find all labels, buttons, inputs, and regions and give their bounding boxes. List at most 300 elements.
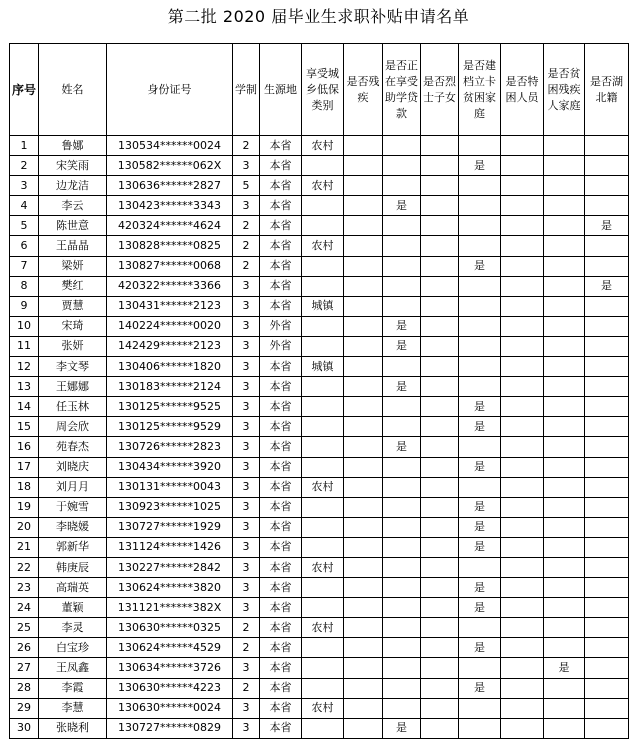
cell-disabledfamily (544, 598, 585, 618)
cell-lowincome (302, 216, 344, 236)
cell-years: 3 (233, 156, 260, 176)
cell-years: 3 (233, 296, 260, 316)
cell-disabledfamily (544, 517, 585, 537)
cell-seq: 21 (10, 537, 39, 557)
cell-martyr (421, 176, 459, 196)
cell-poor (459, 216, 501, 236)
cell-loan (383, 477, 421, 497)
cell-id: 130923******1025 (107, 497, 233, 517)
cell-disabled (344, 196, 383, 216)
cell-origin: 外省 (260, 336, 302, 356)
cell-martyr (421, 557, 459, 577)
cell-years: 3 (233, 718, 260, 738)
cell-disabledfamily (544, 638, 585, 658)
cell-martyr (421, 437, 459, 457)
cell-disabledfamily (544, 718, 585, 738)
document-title: 第二批 2020 届毕业生求职补贴申请名单 (167, 7, 470, 26)
cell-lowincome (302, 156, 344, 176)
table-row (10, 357, 629, 377)
cell-hubei (585, 638, 629, 658)
cell-martyr (421, 196, 459, 216)
cell-hubei (585, 417, 629, 437)
cell-origin: 本省 (260, 216, 302, 236)
cell-hubei (585, 598, 629, 618)
cell-disabledfamily (544, 377, 585, 397)
cell-special (501, 276, 544, 296)
cell-id: 130630******0325 (107, 618, 233, 638)
table-row (10, 698, 629, 718)
header-origin: 生源地 (260, 44, 302, 136)
cell-disabled (344, 276, 383, 296)
table-row (10, 336, 629, 356)
cell-name: 李晓媛 (39, 517, 107, 537)
cell-martyr (421, 477, 459, 497)
cell-special (501, 316, 544, 336)
cell-disabledfamily: 是 (544, 658, 585, 678)
cell-special (501, 618, 544, 638)
cell-origin: 本省 (260, 537, 302, 557)
cell-name: 贾慧 (39, 296, 107, 316)
table-row (10, 216, 629, 236)
cell-origin: 本省 (260, 276, 302, 296)
cell-disabledfamily (544, 477, 585, 497)
cell-hubei (585, 136, 629, 156)
cell-special (501, 196, 544, 216)
cell-origin: 本省 (260, 417, 302, 437)
cell-poor: 是 (459, 517, 501, 537)
cell-loan (383, 357, 421, 377)
cell-name: 董颖 (39, 598, 107, 618)
cell-id: 130423******3343 (107, 196, 233, 216)
cell-poor (459, 718, 501, 738)
cell-hubei (585, 578, 629, 598)
cell-years: 3 (233, 517, 260, 537)
cell-origin: 本省 (260, 377, 302, 397)
cell-hubei (585, 658, 629, 678)
cell-lowincome: 农村 (302, 477, 344, 497)
cell-poor: 是 (459, 156, 501, 176)
cell-seq: 7 (10, 256, 39, 276)
cell-disabled (344, 517, 383, 537)
cell-poor (459, 698, 501, 718)
cell-years: 2 (233, 236, 260, 256)
cell-hubei (585, 618, 629, 638)
cell-poor: 是 (459, 256, 501, 276)
cell-disabled (344, 176, 383, 196)
cell-martyr (421, 698, 459, 718)
cell-hubei (585, 176, 629, 196)
cell-lowincome (302, 718, 344, 738)
cell-poor: 是 (459, 578, 501, 598)
cell-special (501, 578, 544, 598)
cell-lowincome (302, 256, 344, 276)
cell-years: 3 (233, 658, 260, 678)
cell-hubei (585, 357, 629, 377)
cell-poor (459, 557, 501, 577)
cell-disabledfamily (544, 276, 585, 296)
cell-years: 2 (233, 256, 260, 276)
cell-name: 郭新华 (39, 537, 107, 557)
cell-disabled (344, 397, 383, 417)
cell-seq: 16 (10, 437, 39, 457)
cell-martyr (421, 578, 459, 598)
cell-martyr (421, 638, 459, 658)
cell-name: 陈世意 (39, 216, 107, 236)
cell-hubei (585, 256, 629, 276)
cell-loan (383, 136, 421, 156)
cell-martyr (421, 377, 459, 397)
cell-seq: 9 (10, 296, 39, 316)
cell-lowincome: 农村 (302, 698, 344, 718)
cell-id: 142429******2123 (107, 336, 233, 356)
cell-id: 130125******9525 (107, 397, 233, 417)
cell-years: 3 (233, 537, 260, 557)
cell-origin: 本省 (260, 517, 302, 537)
cell-seq: 12 (10, 357, 39, 377)
table-row (10, 236, 629, 256)
cell-poor (459, 336, 501, 356)
cell-poor (459, 196, 501, 216)
cell-hubei (585, 557, 629, 577)
cell-seq: 27 (10, 658, 39, 678)
cell-loan (383, 517, 421, 537)
cell-origin: 本省 (260, 497, 302, 517)
cell-seq: 1 (10, 136, 39, 156)
cell-lowincome (302, 517, 344, 537)
cell-hubei (585, 437, 629, 457)
table-row (10, 397, 629, 417)
cell-seq: 19 (10, 497, 39, 517)
cell-loan (383, 156, 421, 176)
cell-disabledfamily (544, 216, 585, 236)
cell-id: 131121******382X (107, 598, 233, 618)
table-row (10, 638, 629, 658)
cell-seq: 29 (10, 698, 39, 718)
cell-poor (459, 658, 501, 678)
cell-special (501, 457, 544, 477)
cell-years: 3 (233, 598, 260, 618)
cell-loan (383, 497, 421, 517)
table-row (10, 176, 629, 196)
cell-id: 130636******2827 (107, 176, 233, 196)
cell-martyr (421, 236, 459, 256)
cell-id: 130634******3726 (107, 658, 233, 678)
cell-poor: 是 (459, 598, 501, 618)
cell-disabledfamily (544, 578, 585, 598)
cell-hubei (585, 196, 629, 216)
cell-origin: 外省 (260, 316, 302, 336)
cell-loan (383, 698, 421, 718)
cell-poor (459, 377, 501, 397)
cell-name: 高瑞英 (39, 578, 107, 598)
cell-disabledfamily (544, 296, 585, 316)
cell-disabled (344, 377, 383, 397)
cell-poor: 是 (459, 678, 501, 698)
cell-name: 边龙洁 (39, 176, 107, 196)
header-special: 是否特困人员 (501, 44, 544, 136)
cell-poor (459, 276, 501, 296)
table-row (10, 557, 629, 577)
cell-special (501, 357, 544, 377)
cell-years: 3 (233, 357, 260, 377)
cell-lowincome (302, 497, 344, 517)
cell-special (501, 537, 544, 557)
cell-years: 3 (233, 316, 260, 336)
cell-loan: 是 (383, 437, 421, 457)
table-row (10, 578, 629, 598)
cell-loan: 是 (383, 377, 421, 397)
cell-lowincome (302, 336, 344, 356)
cell-special (501, 176, 544, 196)
cell-seq: 3 (10, 176, 39, 196)
cell-name: 李灵 (39, 618, 107, 638)
cell-poor: 是 (459, 497, 501, 517)
cell-disabled (344, 156, 383, 176)
cell-id: 131124******1426 (107, 537, 233, 557)
cell-disabledfamily (544, 196, 585, 216)
cell-origin: 本省 (260, 698, 302, 718)
cell-id: 130630******0024 (107, 698, 233, 718)
cell-disabled (344, 437, 383, 457)
cell-martyr (421, 316, 459, 336)
cell-special (501, 698, 544, 718)
cell-hubei (585, 296, 629, 316)
cell-hubei (585, 517, 629, 537)
cell-years: 3 (233, 698, 260, 718)
cell-name: 李慧 (39, 698, 107, 718)
cell-disabledfamily (544, 618, 585, 638)
cell-special (501, 296, 544, 316)
cell-disabled (344, 236, 383, 256)
cell-years: 2 (233, 216, 260, 236)
cell-disabledfamily (544, 437, 585, 457)
cell-name: 于婉雪 (39, 497, 107, 517)
cell-lowincome (302, 598, 344, 618)
cell-martyr (421, 156, 459, 176)
cell-lowincome (302, 377, 344, 397)
cell-disabled (344, 457, 383, 477)
cell-martyr (421, 718, 459, 738)
cell-martyr (421, 336, 459, 356)
cell-disabledfamily (544, 557, 585, 577)
cell-poor: 是 (459, 537, 501, 557)
cell-special (501, 236, 544, 256)
table-row (10, 678, 629, 698)
cell-disabled (344, 537, 383, 557)
cell-years: 3 (233, 196, 260, 216)
cell-disabledfamily (544, 698, 585, 718)
cell-martyr (421, 497, 459, 517)
cell-hubei (585, 236, 629, 256)
cell-id: 420324******4624 (107, 216, 233, 236)
cell-poor (459, 477, 501, 497)
cell-id: 130624******4529 (107, 638, 233, 658)
cell-years: 3 (233, 397, 260, 417)
cell-hubei (585, 678, 629, 698)
cell-name: 刘晓庆 (39, 457, 107, 477)
cell-martyr (421, 296, 459, 316)
cell-martyr (421, 457, 459, 477)
cell-seq: 18 (10, 477, 39, 497)
cell-id: 130827******0068 (107, 256, 233, 276)
cell-disabledfamily (544, 417, 585, 437)
cell-loan: 是 (383, 316, 421, 336)
cell-origin: 本省 (260, 136, 302, 156)
cell-disabled (344, 316, 383, 336)
cell-special (501, 397, 544, 417)
cell-martyr (421, 256, 459, 276)
cell-lowincome (302, 397, 344, 417)
cell-disabledfamily (544, 537, 585, 557)
header-lowincome: 享受城乡低保类别 (302, 44, 344, 136)
cell-loan (383, 256, 421, 276)
cell-name: 韩庚辰 (39, 557, 107, 577)
cell-loan (383, 678, 421, 698)
cell-hubei (585, 477, 629, 497)
cell-martyr (421, 618, 459, 638)
cell-loan (383, 618, 421, 638)
cell-loan: 是 (383, 718, 421, 738)
cell-disabledfamily (544, 236, 585, 256)
cell-disabled (344, 296, 383, 316)
cell-name: 梁妍 (39, 256, 107, 276)
header-loan: 是否正在享受助学贷款 (383, 44, 421, 136)
cell-martyr (421, 537, 459, 557)
cell-name: 宋笑雨 (39, 156, 107, 176)
header-hubei: 是否湖北籍 (585, 44, 629, 136)
cell-disabledfamily (544, 136, 585, 156)
cell-disabledfamily (544, 357, 585, 377)
table-row (10, 598, 629, 618)
cell-name: 王晶晶 (39, 236, 107, 256)
cell-special (501, 256, 544, 276)
cell-loan (383, 557, 421, 577)
cell-name: 李云 (39, 196, 107, 216)
cell-hubei (585, 336, 629, 356)
cell-loan (383, 638, 421, 658)
cell-poor (459, 136, 501, 156)
cell-name: 刘月月 (39, 477, 107, 497)
cell-origin: 本省 (260, 357, 302, 377)
cell-loan (383, 176, 421, 196)
cell-loan (383, 598, 421, 618)
cell-seq: 25 (10, 618, 39, 638)
cell-years: 3 (233, 336, 260, 356)
cell-disabled (344, 638, 383, 658)
cell-seq: 17 (10, 457, 39, 477)
cell-special (501, 437, 544, 457)
cell-martyr (421, 678, 459, 698)
cell-loan (383, 236, 421, 256)
cell-years: 3 (233, 417, 260, 437)
cell-lowincome (302, 437, 344, 457)
cell-lowincome (302, 417, 344, 437)
cell-origin: 本省 (260, 397, 302, 417)
cell-disabled (344, 417, 383, 437)
cell-name: 任玉林 (39, 397, 107, 417)
cell-special (501, 557, 544, 577)
cell-years: 3 (233, 557, 260, 577)
cell-special (501, 638, 544, 658)
cell-origin: 本省 (260, 196, 302, 216)
cell-disabled (344, 598, 383, 618)
cell-martyr (421, 216, 459, 236)
cell-seq: 8 (10, 276, 39, 296)
cell-loan (383, 537, 421, 557)
table-row (10, 618, 629, 638)
cell-origin: 本省 (260, 296, 302, 316)
cell-id: 130534******0024 (107, 136, 233, 156)
cell-seq: 11 (10, 336, 39, 356)
cell-lowincome (302, 196, 344, 216)
cell-seq: 30 (10, 718, 39, 738)
cell-lowincome: 城镇 (302, 296, 344, 316)
cell-poor (459, 618, 501, 638)
cell-loan (383, 216, 421, 236)
cell-disabled (344, 136, 383, 156)
cell-seq: 10 (10, 316, 39, 336)
cell-disabledfamily (544, 497, 585, 517)
cell-seq: 24 (10, 598, 39, 618)
cell-special (501, 377, 544, 397)
cell-hubei (585, 698, 629, 718)
cell-origin: 本省 (260, 457, 302, 477)
cell-special (501, 136, 544, 156)
header-id: 身份证号 (107, 44, 233, 136)
cell-loan (383, 457, 421, 477)
cell-hubei (585, 457, 629, 477)
table-row (10, 377, 629, 397)
cell-seq: 6 (10, 236, 39, 256)
cell-hubei: 是 (585, 276, 629, 296)
cell-martyr (421, 276, 459, 296)
cell-seq: 4 (10, 196, 39, 216)
cell-disabledfamily (544, 176, 585, 196)
cell-lowincome (302, 678, 344, 698)
cell-id: 130726******2823 (107, 437, 233, 457)
cell-id: 130431******2123 (107, 296, 233, 316)
cell-origin: 本省 (260, 256, 302, 276)
cell-special (501, 517, 544, 537)
cell-disabled (344, 357, 383, 377)
cell-seq: 20 (10, 517, 39, 537)
cell-years: 3 (233, 276, 260, 296)
cell-years: 3 (233, 578, 260, 598)
cell-lowincome: 农村 (302, 557, 344, 577)
cell-poor: 是 (459, 457, 501, 477)
cell-special (501, 417, 544, 437)
cell-special (501, 156, 544, 176)
cell-disabled (344, 578, 383, 598)
table-row (10, 136, 629, 156)
cell-origin: 本省 (260, 598, 302, 618)
cell-lowincome: 农村 (302, 136, 344, 156)
cell-origin: 本省 (260, 658, 302, 678)
cell-martyr (421, 658, 459, 678)
cell-id: 130125******9529 (107, 417, 233, 437)
cell-special (501, 718, 544, 738)
cell-loan (383, 658, 421, 678)
table-row (10, 316, 629, 336)
cell-hubei (585, 316, 629, 336)
cell-hubei (585, 497, 629, 517)
header-seq: 序号 (10, 44, 39, 136)
cell-id: 130727******1929 (107, 517, 233, 537)
cell-disabledfamily (544, 316, 585, 336)
cell-seq: 28 (10, 678, 39, 698)
header-disabledfamily: 是否贫困残疾人家庭 (544, 44, 585, 136)
cell-lowincome (302, 457, 344, 477)
